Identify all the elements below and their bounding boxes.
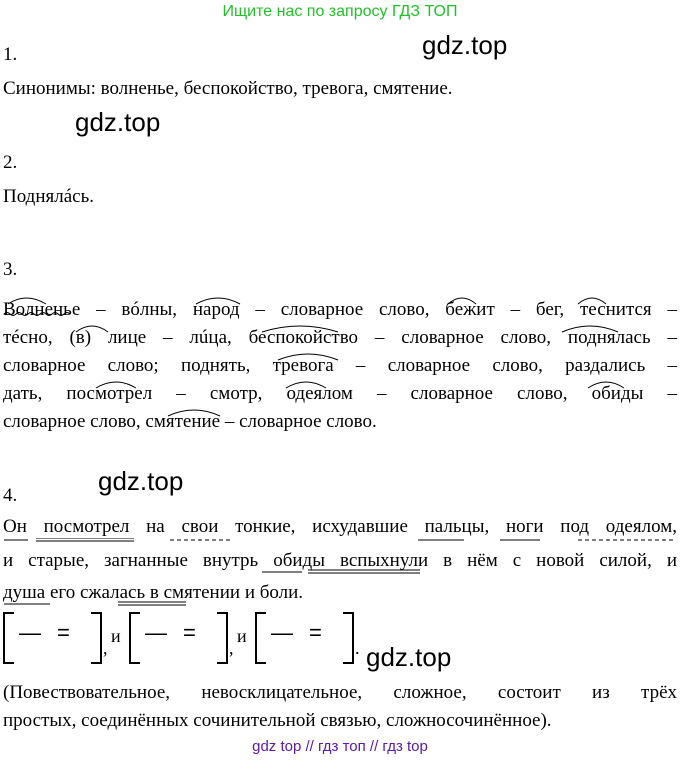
predicate-equals: = <box>309 620 322 645</box>
task4-line: и старые, загнанные внутрь обиды вспыхнули в нём с новой силой, и <box>3 550 677 571</box>
predicate-equals: = <box>57 620 70 645</box>
task-number: 4. <box>3 485 18 506</box>
task4-description: простых, соединённых сочинительной связью, сложносочинённое). <box>3 710 552 731</box>
bracket-right <box>217 612 228 664</box>
root-arc <box>578 298 606 304</box>
task4-line: Он посмотрел на свои тонкие, исхудавшие пальцы, ноги под одеялом, <box>3 516 677 537</box>
search-banner: Ищите нас по запросу ГДЗ ТОП <box>222 3 458 20</box>
root-arc <box>278 354 338 360</box>
member-underlines <box>0 538 680 608</box>
task-number: 1. <box>3 44 18 65</box>
task4-line: душа его сжалась в смятении и боли. <box>3 582 304 603</box>
root-arc <box>168 410 220 416</box>
subject-dash: — <box>145 620 167 645</box>
task3-line: словарное слово, смятение – словарное слово. <box>3 411 377 432</box>
root-arc <box>588 382 624 388</box>
root-arc <box>286 382 326 388</box>
watermark: gdz.top <box>422 30 508 60</box>
root-arc <box>448 298 476 304</box>
subject-dash: — <box>19 620 41 645</box>
task3-line: дать, посмотрел – смотр, одеялом – словарное слово, обиды – <box>3 383 677 404</box>
root-arc <box>196 298 240 304</box>
root-arc <box>562 326 618 332</box>
watermark: gdz.top <box>366 642 452 672</box>
watermark: gdz.top <box>98 466 184 496</box>
predicate-equals: = <box>183 620 196 645</box>
root-arc <box>96 382 136 388</box>
bracket-right <box>91 612 102 664</box>
task3-line: словарное слово; поднять, тревога – словарное слово, раздались – <box>3 355 677 376</box>
comma: , <box>229 638 234 658</box>
task2-text: Поднялáсь. <box>3 186 95 207</box>
bracket-right <box>343 612 354 664</box>
bracket-left <box>255 612 266 664</box>
bracket-left <box>129 612 140 664</box>
footer-links: gdz top // гдз топ // гдз top <box>252 738 428 755</box>
subject-dash: — <box>271 620 293 645</box>
task-number: 2. <box>3 152 18 173</box>
conjunction: и <box>237 626 247 646</box>
bracket-left <box>3 612 14 664</box>
task-number: 3. <box>3 259 18 280</box>
task1-text: Синонимы: волненье, беспокойство, тревога, смятение. <box>3 78 453 99</box>
root-arc <box>76 326 108 332</box>
root-arc <box>8 298 46 304</box>
task3-line: тéсно, (в) лице – лúца, беспокойство – словарное слово, поднялась – <box>3 327 677 348</box>
root-arcs <box>0 288 680 428</box>
root-arc <box>262 326 338 332</box>
watermark: gdz.top <box>75 107 161 137</box>
task4-description: (Повествовательное, невосклицательное, сложное, состоит из трёх <box>3 682 677 703</box>
sentence-scheme <box>3 612 383 664</box>
wavy-underline <box>4 313 70 316</box>
comma: , <box>103 638 108 658</box>
period: . <box>355 638 360 658</box>
conjunction: и <box>111 626 121 646</box>
task3-line: Волненье – вóлны, народ – словарное слово, бежит – бег, теснится – <box>3 299 677 320</box>
